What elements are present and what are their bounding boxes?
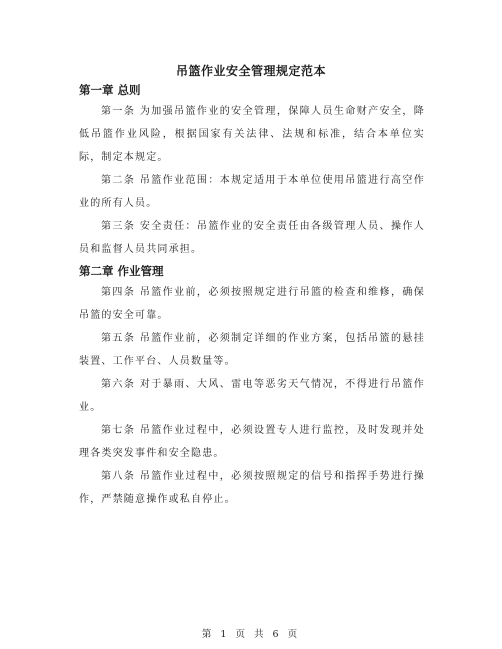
document-title: 吊篮作业安全管理规定范本 [175, 64, 326, 78]
article-6: 第六条 对于暴雨、大风、雷电等恶劣天气情况，不得进行吊篮作业。 [79, 379, 425, 413]
chapter-2-heading: 第二章 作业管理 [79, 264, 164, 278]
page-footer: 第 1 页 共 6 页 [201, 629, 301, 640]
article-8: 第八条 吊篮作业过程中，必须按照规定的信号和指挥手势进行操作，严禁随意操作或私自停止。 [79, 471, 425, 505]
article-3: 第三条 安全责任：吊篮作业的安全责任由各级管理人员、操作人员和监督人员共同承担。 [79, 221, 425, 255]
article-7: 第七条 吊篮作业过程中，必须设置专人进行监控，及时发现并处理各类突发事件和安全隐患。 [79, 425, 425, 459]
document-body [79, 80, 425, 511]
article-4: 第四条 吊篮作业前，必须按照规定进行吊篮的检查和维修，确保吊篮的安全可靠。 [79, 287, 425, 321]
article-1: 第一条 为加强吊篮作业的安全管理，保障人员生命财产安全，降低吊篮作业风险，根据国家有关法律、法规和标准，结合本单位实际，制定本规定。 [79, 106, 425, 163]
article-5: 第五条 吊篮作业前，必须制定详细的作业方案，包括吊篮的悬挂装置、工作平台、人员数量等。 [79, 333, 425, 367]
article-2: 第二条 吊篮作业范围：本规定适用于本单位使用吊篮进行高空作业的所有人员。 [79, 175, 425, 209]
chapter-1-heading: 第一章 总则 [79, 83, 141, 97]
